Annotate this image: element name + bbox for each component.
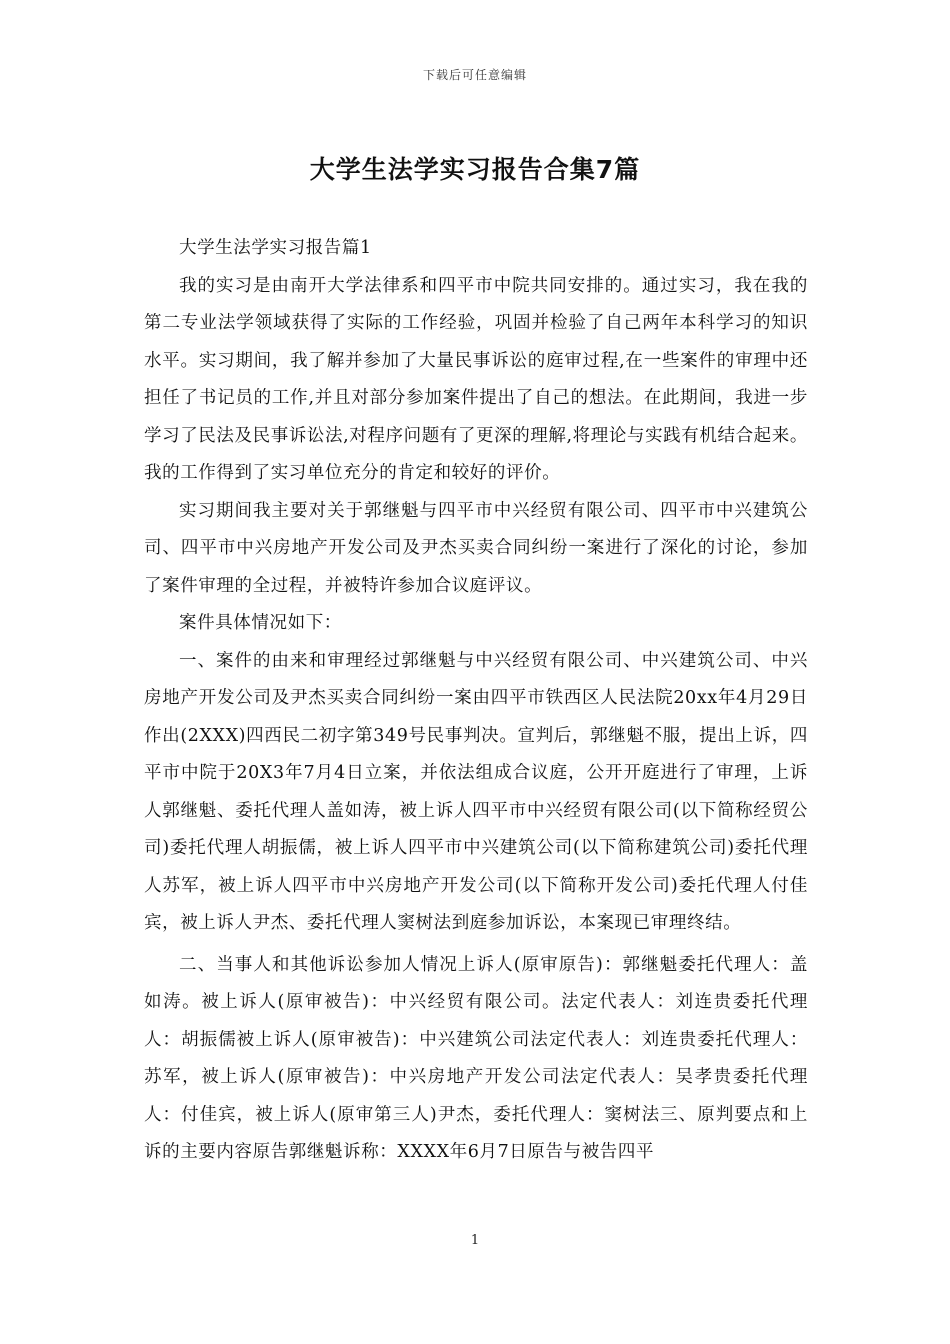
page-number: 1 <box>470 1233 480 1248</box>
paragraph: 案件具体情况如下： <box>179 613 342 633</box>
body-text <box>144 230 808 1172</box>
paragraph: 我的实习是由南开大学法律系和四平市中院共同安排的。通过实习，我在我的第二专业法学领域获得了实际的工作经验，巩固并检验了自己两年本科学习的知识水平。实习期间，我了解并参加了大量民事诉讼的庭审过程,在一些案件的审理中还担任了书记员的工作,并且对部分参加案件提出了自己的想法。在此期间，我进一步学习了民法及民事诉讼法,对程序问题有了更深的理解,将理论与实践有机结合起来。我的工作得到了实习单位充分的肯定和较好的评价。 <box>144 275 808 483</box>
paragraph: 实习期间我主要对关于郭继魁与四平市中兴经贸有限公司、四平市中兴建筑公司、四平市中兴房地产开发公司及尹杰买卖合同纠纷一案进行了深化的讨论，参加了案件审理的全过程，并被特许参加合议庭评议。 <box>144 500 808 596</box>
paragraph: 二、当事人和其他诉讼参加人情况上诉人(原审原告)：郭继魁委托代理人：盖如涛。被上诉人(原审被告)：中兴经贸有限公司。法定代表人：刘连贵委托代理人：胡振儒被上诉人(原审被告)：中兴建筑公司法定代表人：刘连贵委托代理人：苏军，被上诉人(原审被告)：中兴房地产开发公司法定代表人：吴孝贵委托代理人：付佳宾，被上诉人(原审第三人)尹杰，委托代理人：窦树法三、原判要点和上诉的主要内容原告郭继魁诉称：XXXX年6月7日原告与被告四平 <box>144 954 808 1162</box>
page-title: 大学生法学实习报告合集7篇 <box>309 155 641 184</box>
section-heading: 大学生法学实习报告篇1 <box>179 238 372 258</box>
paragraph: 一、案件的由来和审理经过郭继魁与中兴经贸有限公司、中兴建筑公司、中兴房地产开发公司及尹杰买卖合同纠纷一案由四平市铁西区人民法院20xx年4月29日作出(2XXX)四西民二初字第349号民事判决。宣判后，郭继魁不服，提出上诉，四平市中院于20X3年7月4日立案，并依法组成合议庭，公开开庭进行了审理，上诉人郭继魁、委托代理人盖如涛，被上诉人四平市中兴经贸有限公司(以下简称经贸公司)委托代理人胡振儒，被上诉人四平市中兴建筑公司(以下简称建筑公司)委托代理人苏军，被上诉人四平市中兴房地产开发公司(以下简称开发公司)委托代理人付佳宾，被上诉人尹杰、委托代理人窦树法到庭参加诉讼，本案现已审理终结。 <box>144 650 808 933</box>
header-note: 下载后可任意编辑 <box>422 68 527 82</box>
